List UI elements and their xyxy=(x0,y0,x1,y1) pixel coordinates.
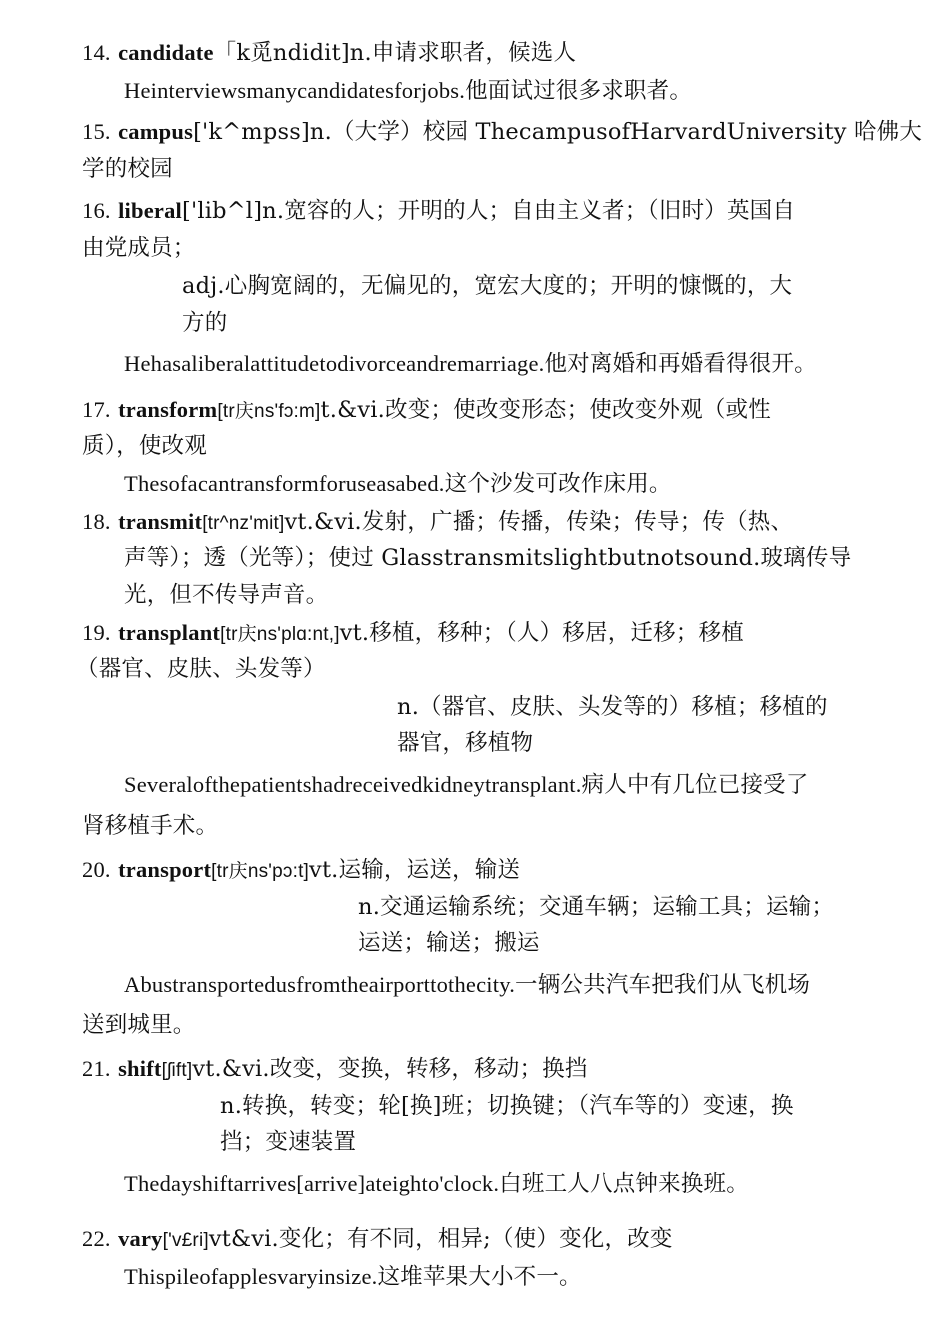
entry-number: 15. xyxy=(82,119,111,144)
headword: transport xyxy=(118,857,212,882)
headword: shift xyxy=(118,1056,162,1081)
example-sentence: Abustransportedusfromtheairporttothecity.一辆公共汽车把我们从飞机场 xyxy=(124,972,811,997)
sub-definition-continuation: 器官，移植物 xyxy=(397,730,534,756)
sub-definition: n.交通运输系统；交通车辆；运输工具；运输； xyxy=(358,894,835,920)
headword: vary xyxy=(118,1226,163,1251)
definition-text: ['lib^l]n.宽容的人；开明的人；自由主义者；（旧时）英国自 xyxy=(181,198,796,224)
entry-19-headline xyxy=(82,618,744,650)
definition-continuation: 由党成员； xyxy=(82,235,196,261)
definition-text: vt&vi.变化；有不同，相异;（使）变化，改变 xyxy=(208,1226,673,1252)
definition-continuation: 质），使改观 xyxy=(82,433,207,459)
entry-number: 17. xyxy=(82,397,111,422)
entry-number: 14. xyxy=(82,40,111,65)
example-sentence: Thedayshiftarrives[arrive]ateighto'clock.白班工人八点钟来换班。 xyxy=(124,1171,749,1196)
sub-definition-continuation: 运送；输送；搬运 xyxy=(358,930,540,956)
phonetic: [ʃift] xyxy=(161,1060,193,1081)
definition-text: vt.&vi.发射，广播；传播，传染；传导；传（热、 xyxy=(284,509,794,535)
headword: liberal xyxy=(118,198,182,223)
phonetic: [tr^nz'mit] xyxy=(202,513,285,534)
example-sentence: Heinterviewsmanycandidatesforjobs.他面试过很多求职者。 xyxy=(124,78,693,103)
entry-21-headline xyxy=(82,1054,588,1086)
definition-continuation: 声等）；透（光等）；使过 Glasstransmitslightbutnotsound.玻璃传导 xyxy=(124,545,852,571)
entry-16-headline xyxy=(82,196,795,226)
sub-definition-continuation: 方的 xyxy=(182,310,228,336)
sub-definition: adj.心胸宽阔的，无偏见的，宽宏大度的；开明的慷慨的，大 xyxy=(182,273,793,299)
example-sentence: Hehasaliberalattitudetodivorceandremarriage.他对离婚和再婚看得很开。 xyxy=(124,351,817,376)
headword: candidate xyxy=(118,40,214,65)
sub-definition-continuation: 挡；变速装置 xyxy=(220,1129,357,1155)
example-continuation: 送到城里。 xyxy=(82,1012,196,1038)
sub-definition: n.转换，转变；轮[换]班；切换键；（汽车等的）变速，换 xyxy=(220,1093,794,1119)
phonetic: [tr庆ns'plɑ:nt,] xyxy=(220,624,340,645)
headword: transmit xyxy=(118,509,203,534)
definition-text: t.&vi.改变；使改变形态；使改变外观（或性 xyxy=(320,397,771,423)
definition-text: vt.运输，运送，输送 xyxy=(309,857,521,883)
headword: transform xyxy=(118,397,218,422)
headword: transplant xyxy=(118,620,221,645)
entry-17-headline xyxy=(82,395,771,427)
entry-20-headline xyxy=(82,855,520,887)
definition-text: vt.移植，移种；（人）移居，迁移；移植 xyxy=(339,620,744,646)
headword: campus xyxy=(118,119,194,144)
entry-number: 18. xyxy=(82,509,111,534)
entry-number: 16. xyxy=(82,198,111,223)
entry-15-headline xyxy=(82,117,922,147)
definition-text: ['k^mpss]n.（大学）校园 ThecampusofHarvardUniversity 哈佛大 xyxy=(193,119,923,145)
entry-number: 20. xyxy=(82,857,111,882)
entry-14-headline xyxy=(82,38,576,68)
phonetic: [tr庆ns'pɔ:t] xyxy=(211,861,310,882)
definition-continuation: 学的校园 xyxy=(82,156,173,182)
entry-number: 19. xyxy=(82,620,111,645)
example-sentence: Severalofthepatientshadreceivedkidneytransplant.病人中有几位已接受了 xyxy=(124,772,809,797)
entry-number: 21. xyxy=(82,1056,111,1081)
sub-definition: n.（器官、皮肤、头发等的）移植；移植的 xyxy=(397,694,828,720)
entry-18-headline xyxy=(82,507,793,539)
definition-text: 「k觅ndidit]n.申请求职者，候选人 xyxy=(213,40,577,66)
definition-text: vt.&vi.改变，变换，转移，移动；换挡 xyxy=(192,1056,588,1082)
definition-continuation: （器官、皮肤、头发等） xyxy=(76,656,326,682)
entry-number: 22. xyxy=(82,1226,111,1251)
example-continuation: 肾移植手术。 xyxy=(82,813,219,839)
phonetic: [tr庆ns'fɔ:m] xyxy=(217,401,321,422)
example-sentence: Thesofacantransformforuseasabed.这个沙发可改作床用。 xyxy=(124,471,672,496)
example-sentence: Thispileofapplesvaryinsize.这堆苹果大小不一。 xyxy=(124,1264,582,1289)
phonetic: ['v£ri] xyxy=(162,1230,209,1251)
definition-continuation: 光，但不传导声音。 xyxy=(124,582,329,608)
entry-22-headline xyxy=(82,1224,673,1256)
